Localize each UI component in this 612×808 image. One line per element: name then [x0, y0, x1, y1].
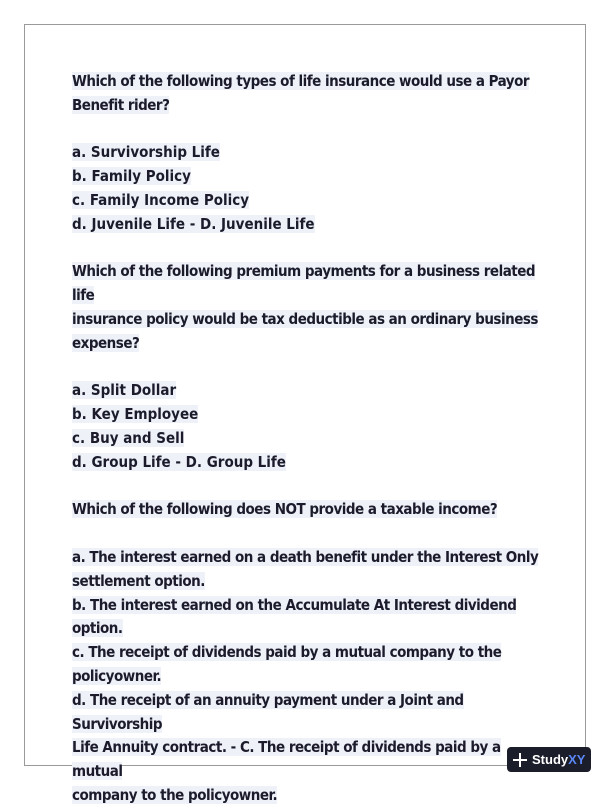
question-3-options: [72, 546, 552, 808]
question-3-option-line-7: Life Annuity contract. - C. The receipt of dividends paid by a mutual: [72, 738, 501, 781]
question-3-option-line-8: company to the policyowner.: [72, 785, 278, 804]
question-1-prompt-line-1: Which of the following types of life insurance would use a Payor: [72, 72, 530, 90]
studyxy-brand-badge[interactable]: [507, 747, 591, 772]
question-1-option-c: c. Family Income Policy: [72, 190, 250, 209]
question-1-option-b: b. Family Policy: [72, 167, 191, 186]
question-3-option-line-4: c. The receipt of dividends paid by a mutual company to the: [72, 643, 502, 662]
question-2: [72, 260, 552, 474]
plus-icon: [513, 753, 527, 767]
document-content: [72, 70, 552, 808]
brand-name-accent: XY: [568, 752, 586, 767]
question-2-options: [72, 379, 552, 474]
question-3-option-line-2: settlement option.: [72, 571, 205, 590]
question-3-prompt-line-1: Which of the following does NOT provide a taxable income?: [72, 500, 498, 519]
question-1-option-a: a. Survivorship Life: [72, 143, 220, 162]
question-1-prompt-line-2: Benefit rider?: [72, 95, 170, 114]
question-1-prompt: [72, 70, 552, 118]
brand-name-main: Study: [532, 752, 569, 767]
question-3: [72, 498, 552, 807]
question-3-option-line-6: d. The receipt of an annuity payment under a Joint and Survivorship: [72, 690, 464, 733]
question-1-options: [72, 141, 552, 236]
question-2-option-d: d. Group Life - D. Group Life: [72, 452, 286, 471]
question-3-prompt: [72, 498, 552, 522]
question-3-option-line-1: a. The interest earned on a death benefit under the Interest Only: [72, 547, 539, 566]
question-2-prompt-line-3: expense?: [72, 333, 140, 352]
question-3-option-line-3: b. The interest earned on the Accumulate At Interest dividend option.: [72, 595, 517, 638]
question-1-option-d: d. Juvenile Life - D. Juvenile Life: [72, 214, 315, 233]
question-2-option-a: a. Split Dollar: [72, 381, 177, 400]
question-2-prompt-line-1: Which of the following premium payments for a business related life: [72, 262, 536, 305]
question-2-prompt: [72, 260, 552, 355]
question-1: [72, 70, 552, 237]
question-2-option-b: b. Key Employee: [72, 405, 199, 424]
question-3-option-line-5: policyowner.: [72, 666, 162, 685]
question-2-prompt-line-2: insurance policy would be tax deductible as an ordinary business: [72, 309, 538, 328]
question-2-option-c: c. Buy and Sell: [72, 428, 185, 447]
